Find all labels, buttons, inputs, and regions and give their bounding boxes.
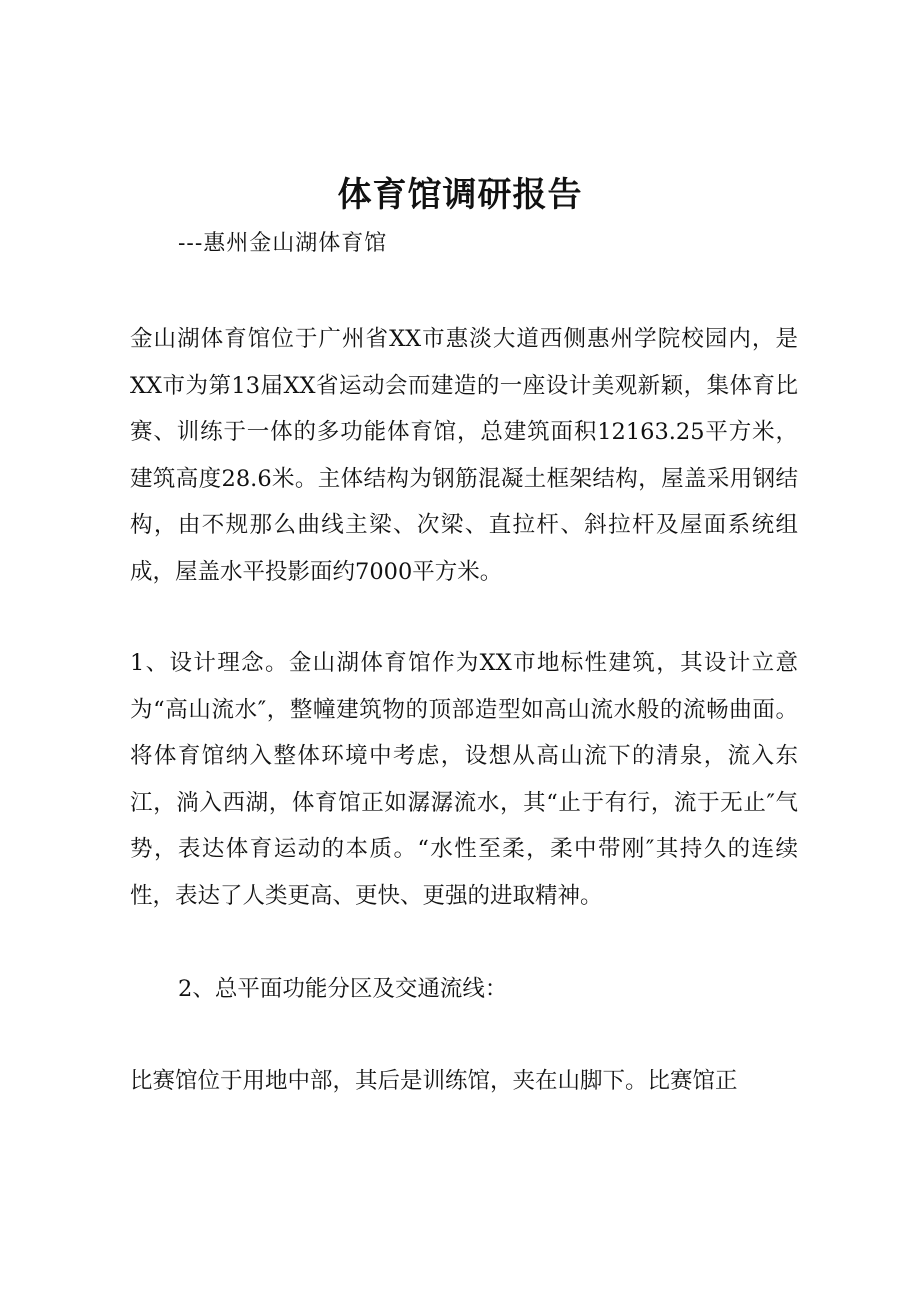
document-subtitle: ---惠州金山湖体育馆: [178, 231, 388, 256]
paragraph-layout: 比赛馆位于用地中部，其后是训练馆，夹在山脚下。比赛馆正: [130, 1068, 738, 1094]
paragraph-intro: 金山湖体育馆位于广州省XX市惠淡大道西侧惠州学院校园内，是XX市为第13届XX省运动会而建造的一座设计美观新颖，集体育比赛、训练于一体的多功能体育馆，总建筑面积12163.25平方米，建筑高度28.6米。主体结构为钢筋混凝土框架结构，屋盖采用钢结构，由不规那么曲线主梁、次梁、直拉杆、斜拉杆及屋面系统组成，屋盖水平投影面约7000平方米。: [130, 326, 798, 585]
document-title: 体育馆调研报告: [337, 175, 583, 215]
paragraph-section-heading: 2、总平面功能分区及交通流线：: [178, 976, 508, 1002]
paragraph-design-concept: 1、设计理念。金山湖体育馆作为XX市地标性建筑，其设计立意为“高山流水″，整幢建筑物的顶部造型如高山流水般的流畅曲面。将体育馆纳入整体环境中考虑，设想从高山流下的清泉，流入东江，淌入西湖，体育馆正如潺潺流水，其“止于有行，流于无止″气势，表达体育运动的本质。“水性至柔，柔中带刚″其持久的连续性，表达了人类更高、更快、更强的进取精神。: [130, 650, 798, 909]
